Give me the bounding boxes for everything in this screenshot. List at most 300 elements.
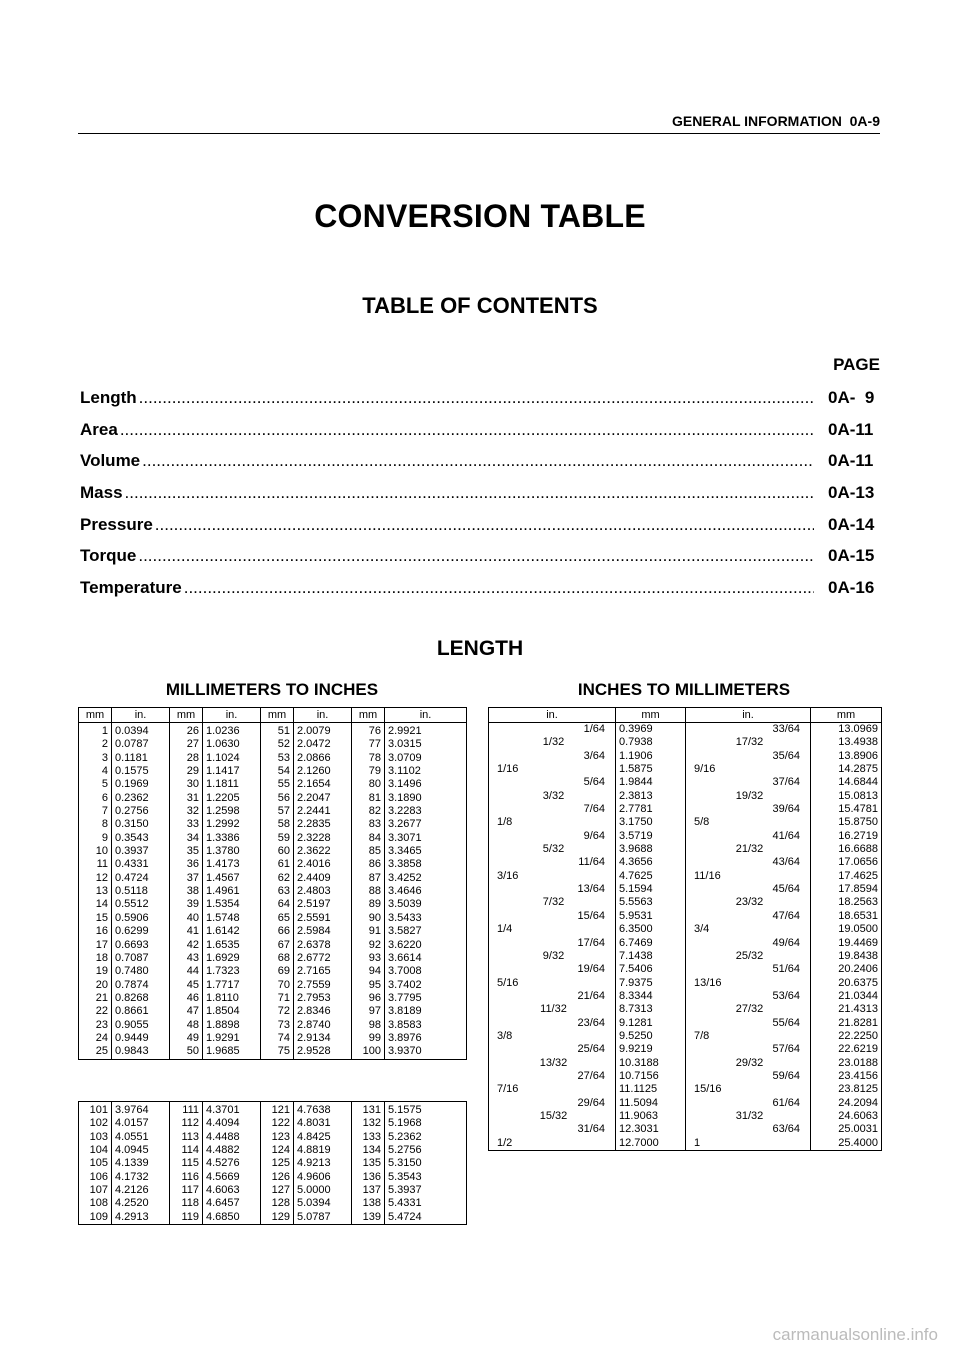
toc-entry-name[interactable]: Mass [80, 483, 123, 503]
toc-entry-area[interactable] [80, 420, 880, 452]
mm-cell: 24.6063 [811, 1110, 882, 1123]
inch-cell: 5.2756 [385, 1144, 467, 1157]
mm-cell: 88 [352, 885, 385, 898]
mm-cell: 49 [170, 1032, 203, 1045]
mm-cell: 64 [261, 898, 294, 911]
column-header: mm [170, 708, 203, 723]
inch-cell: 1.8110 [203, 992, 261, 1005]
mm-cell: 12.3031 [616, 1123, 686, 1136]
mm-cell: 7.1438 [616, 950, 686, 963]
mm-cell: 77 [352, 738, 385, 751]
mm-cell: 3.5719 [616, 830, 686, 843]
table-row [79, 1171, 467, 1184]
column-header: in. [385, 708, 467, 723]
inch-cell: 0.2756 [112, 805, 170, 818]
mm-cell: 50 [170, 1045, 203, 1059]
toc-entry-name[interactable]: Area [80, 419, 118, 439]
inch-cell: 5.0394 [294, 1197, 352, 1210]
inch-cell: 0.3543 [112, 832, 170, 845]
mm-cell: 109 [79, 1211, 112, 1225]
inch-cell: 3.8583 [385, 1019, 467, 1032]
mm-cell: 75 [261, 1045, 294, 1059]
mm-cell: 8.7313 [616, 1003, 686, 1016]
inch-fraction-cell: 11/16 [686, 870, 811, 883]
table-row [489, 1137, 882, 1151]
inch-fraction-cell: 63/64 [686, 1123, 811, 1136]
inch-fraction-cell: 59/64 [686, 1070, 811, 1083]
mm-cell: 90 [352, 912, 385, 925]
inch-cell: 5.2362 [385, 1131, 467, 1144]
mm-cell: 3.9688 [616, 843, 686, 856]
toc-entry-pressure[interactable] [80, 515, 880, 547]
inch-cell: 3.1102 [385, 765, 467, 778]
mm-cell: 40 [170, 912, 203, 925]
mm-cell: 3 [79, 752, 112, 765]
mm-cell: 11.9063 [616, 1110, 686, 1123]
table-row [79, 723, 467, 739]
toc-entry-name[interactable]: Pressure [80, 514, 153, 534]
table-row [489, 937, 882, 950]
inch-cell: 3.2677 [385, 818, 467, 831]
mm-cell: 9.9219 [616, 1043, 686, 1056]
inch-cell: 0.9843 [112, 1045, 170, 1059]
inch-fraction-cell: 3/4 [686, 923, 811, 936]
mm-cell: 92 [352, 939, 385, 952]
mm-cell: 29 [170, 765, 203, 778]
inch-cell: 2.2047 [294, 792, 352, 805]
table-row [79, 765, 467, 778]
toc-entry-mass[interactable] [80, 483, 880, 515]
mm-cell: 0.3969 [616, 723, 686, 737]
inch-fraction-cell: 29/32 [686, 1057, 811, 1070]
inch-cell: 3.7795 [385, 992, 467, 1005]
table-row [79, 1005, 467, 1018]
toc-leader [125, 483, 814, 503]
mm-cell: 106 [79, 1171, 112, 1184]
mm-cell: 34 [170, 832, 203, 845]
toc-entry-page: 0A-16 [828, 578, 875, 598]
inch-cell: 1.0236 [203, 723, 261, 739]
inch-cell: 4.7638 [294, 1102, 352, 1118]
table-row [489, 1110, 882, 1123]
inch-fraction-cell: 35/64 [686, 750, 811, 763]
inch-cell: 2.3622 [294, 845, 352, 858]
mm-cell: 17.4625 [811, 870, 882, 883]
toc-entry-page: 0A-15 [828, 546, 875, 566]
table-row [489, 1070, 882, 1083]
mm-cell: 68 [261, 952, 294, 965]
inch-cell: 2.2835 [294, 818, 352, 831]
inch-cell: 4.1339 [112, 1157, 170, 1170]
table-row [489, 1043, 882, 1056]
mm-cell: 125 [261, 1157, 294, 1170]
inch-cell: 1.9291 [203, 1032, 261, 1045]
mm-cell: 33 [170, 818, 203, 831]
inch-cell: 2.5197 [294, 898, 352, 911]
toc-entry-page: 0A-14 [828, 514, 875, 534]
inch-cell: 0.7874 [112, 979, 170, 992]
mm-cell: 85 [352, 845, 385, 858]
inch-fraction-cell: 5/32 [489, 843, 616, 856]
mm-cell: 21 [79, 992, 112, 1005]
inch-fraction-cell: 9/64 [489, 830, 616, 843]
mm-cell: 123 [261, 1131, 294, 1144]
inch-cell: 4.0945 [112, 1144, 170, 1157]
mm-cell: 14 [79, 898, 112, 911]
inch-cell: 3.0315 [385, 738, 467, 751]
table-row [79, 1144, 467, 1157]
table-row [79, 1117, 467, 1130]
inch-cell: 0.8661 [112, 1005, 170, 1018]
mm-cell: 55 [261, 778, 294, 791]
inch-cell: 4.4882 [203, 1144, 261, 1157]
inch-cell: 3.6220 [385, 939, 467, 952]
inch-cell: 3.1496 [385, 778, 467, 791]
inch-cell: 2.1654 [294, 778, 352, 791]
mm-cell: 58 [261, 818, 294, 831]
inch-cell: 3.7402 [385, 979, 467, 992]
table-row [489, 750, 882, 763]
table-row [79, 1045, 467, 1059]
inch-fraction-cell: 1 [686, 1137, 811, 1151]
mm-cell: 82 [352, 805, 385, 818]
inch-cell: 1.2992 [203, 818, 261, 831]
mm-cell: 22 [79, 1005, 112, 1018]
mm-cell: 1.1906 [616, 750, 686, 763]
table-row [489, 1003, 882, 1016]
mm-cell: 23.0188 [811, 1057, 882, 1070]
inch-cell: 4.3701 [203, 1102, 261, 1118]
table-row [489, 790, 882, 803]
mm-cell: 127 [261, 1184, 294, 1197]
mm-cell: 1.5875 [616, 763, 686, 776]
toc-leader [184, 578, 814, 598]
mm-cell: 15.0813 [811, 790, 882, 803]
inch-cell: 3.1890 [385, 792, 467, 805]
inch-cell: 0.5118 [112, 885, 170, 898]
mm-cell: 61 [261, 858, 294, 871]
toc-title: TABLE OF CONTENTS [362, 293, 598, 318]
inch-cell: 1.0630 [203, 738, 261, 751]
inch-cell: 3.5039 [385, 898, 467, 911]
mm-cell: 102 [79, 1117, 112, 1130]
mm-cell: 72 [261, 1005, 294, 1018]
inch-cell: 4.4488 [203, 1131, 261, 1144]
inch-fraction-cell: 33/64 [686, 723, 811, 737]
inch-fraction-cell: 41/64 [686, 830, 811, 843]
inch-fraction-cell: 29/64 [489, 1097, 616, 1110]
inch-cell: 2.9134 [294, 1032, 352, 1045]
mm-cell: 81 [352, 792, 385, 805]
mm-cell: 10.3188 [616, 1057, 686, 1070]
inch-cell: 5.3937 [385, 1184, 467, 1197]
inch-cell: 3.3465 [385, 845, 467, 858]
mm-cell: 22.2250 [811, 1030, 882, 1043]
mm-cell: 24.2094 [811, 1097, 882, 1110]
mm-cell: 5.1594 [616, 883, 686, 896]
mm-cell: 8.3344 [616, 990, 686, 1003]
inch-cell: 2.6378 [294, 939, 352, 952]
in-to-mm-title: INCHES TO MILLIMETERS [577, 680, 791, 699]
table-row [79, 992, 467, 1005]
table-row [489, 896, 882, 909]
table-row [489, 990, 882, 1003]
inch-cell: 1.8504 [203, 1005, 261, 1018]
inch-cell: 4.5276 [203, 1157, 261, 1170]
table-row [489, 1017, 882, 1030]
toc-entry-name[interactable]: Length [80, 388, 137, 407]
mm-cell: 2.7781 [616, 803, 686, 816]
inch-cell: 1.4173 [203, 858, 261, 871]
inch-fraction-cell: 31/64 [489, 1123, 616, 1136]
mm-cell: 23.8125 [811, 1083, 882, 1096]
inch-cell: 4.0551 [112, 1131, 170, 1144]
table-row [489, 763, 882, 776]
inch-cell: 2.1260 [294, 765, 352, 778]
mm-cell: 121 [261, 1102, 294, 1118]
mm-cell: 100 [352, 1045, 385, 1059]
mm-cell: 116 [170, 1171, 203, 1184]
inch-fraction-cell: 7/8 [686, 1030, 811, 1043]
mm-cell: 7.9375 [616, 977, 686, 990]
mm-cell: 6 [79, 792, 112, 805]
inch-fraction-cell: 7/16 [489, 1083, 616, 1096]
mm-cell: 13.0969 [811, 723, 882, 737]
inch-cell: 1.6535 [203, 939, 261, 952]
mm-cell: 89 [352, 898, 385, 911]
mm-cell: 0.7938 [616, 736, 686, 749]
inch-fraction-cell: 5/64 [489, 776, 616, 789]
mm-cell: 115 [170, 1157, 203, 1170]
inch-cell: 2.4409 [294, 872, 352, 885]
inch-cell: 5.3543 [385, 1171, 467, 1184]
mm-cell: 101 [79, 1102, 112, 1118]
column-header: in. [294, 708, 352, 723]
inch-fraction-cell: 45/64 [686, 883, 811, 896]
table-row [489, 910, 882, 923]
mm-cell: 52 [261, 738, 294, 751]
inch-fraction-cell: 19/32 [686, 790, 811, 803]
inch-fraction-cell: 3/8 [489, 1030, 616, 1043]
table-row [489, 950, 882, 963]
table-of-contents [80, 388, 880, 610]
mm-cell: 139 [352, 1211, 385, 1225]
mm-cell: 132 [352, 1117, 385, 1130]
inch-fraction-cell: 15/64 [489, 910, 616, 923]
inch-cell: 5.0000 [294, 1184, 352, 1197]
mm-cell: 70 [261, 979, 294, 992]
mm-cell: 9 [79, 832, 112, 845]
inch-fraction-cell: 25/64 [489, 1043, 616, 1056]
mm-cell: 17.8594 [811, 883, 882, 896]
mm-cell: 17 [79, 939, 112, 952]
mm-cell: 136 [352, 1171, 385, 1184]
toc-page-label: PAGE [833, 355, 880, 374]
toc-entry-torque[interactable] [80, 546, 880, 578]
inch-cell: 5.4724 [385, 1211, 467, 1225]
table-row [79, 1131, 467, 1144]
toc-entry-volume[interactable] [80, 451, 880, 483]
mm-cell: 4 [79, 765, 112, 778]
mm-cell: 37 [170, 872, 203, 885]
mm-cell: 78 [352, 752, 385, 765]
inch-cell: 2.8346 [294, 1005, 352, 1018]
inch-fraction-cell: 23/64 [489, 1017, 616, 1030]
mm-cell: 137 [352, 1184, 385, 1197]
mm-cell: 18.2563 [811, 896, 882, 909]
column-header: in. [686, 708, 811, 723]
mm-cell: 10.7156 [616, 1070, 686, 1083]
mm-cell: 19.0500 [811, 923, 882, 936]
table-row [489, 1123, 882, 1136]
column-header: mm [352, 708, 385, 723]
mm-cell: 46 [170, 992, 203, 1005]
toc-entry-length[interactable] [80, 388, 880, 420]
mm-cell: 118 [170, 1197, 203, 1210]
mm-cell: 138 [352, 1197, 385, 1210]
inch-cell: 4.6063 [203, 1184, 261, 1197]
inch-fraction-cell: 17/64 [489, 937, 616, 950]
inch-cell: 4.2913 [112, 1211, 170, 1225]
mm-cell: 98 [352, 1019, 385, 1032]
mm-cell: 38 [170, 885, 203, 898]
table-row [79, 939, 467, 952]
inch-fraction-cell: 13/16 [686, 977, 811, 990]
mm-cell: 6.7469 [616, 937, 686, 950]
mm-cell: 7.5406 [616, 963, 686, 976]
mm-cell: 15.4781 [811, 803, 882, 816]
inch-cell: 2.0472 [294, 738, 352, 751]
inch-cell: 1.1811 [203, 778, 261, 791]
table-row [489, 1097, 882, 1110]
table-row [79, 872, 467, 885]
inch-fraction-cell: 15/16 [686, 1083, 811, 1096]
mm-cell: 11.1125 [616, 1083, 686, 1096]
inch-fraction-cell: 7/64 [489, 803, 616, 816]
inch-fraction-cell: 11/32 [489, 1003, 616, 1016]
mm-cell: 96 [352, 992, 385, 1005]
mm-cell: 19.4469 [811, 937, 882, 950]
table-row [79, 858, 467, 871]
inch-fraction-cell: 51/64 [686, 963, 811, 976]
mm-cell: 9.1281 [616, 1017, 686, 1030]
inch-cell: 1.2598 [203, 805, 261, 818]
mm-cell: 16.6688 [811, 843, 882, 856]
inch-cell: 4.8031 [294, 1117, 352, 1130]
inch-cell: 1.5748 [203, 912, 261, 925]
inch-cell: 4.0157 [112, 1117, 170, 1130]
toc-entry-temperature[interactable] [80, 578, 880, 610]
table-row [489, 1057, 882, 1070]
mm-cell: 122 [261, 1117, 294, 1130]
mm-cell: 71 [261, 992, 294, 1005]
page-header [78, 113, 880, 129]
table-row [489, 776, 882, 789]
table-row [489, 870, 882, 883]
toc-entry-name[interactable]: Torque [80, 546, 137, 566]
table-header-row [489, 708, 882, 723]
inch-fraction-cell: 1/64 [489, 723, 616, 737]
table-row [79, 845, 467, 858]
inch-cell: 2.7953 [294, 992, 352, 1005]
mm-cell: 14.2875 [811, 763, 882, 776]
mm-cell: 35 [170, 845, 203, 858]
table-row [489, 736, 882, 749]
inch-cell: 2.5591 [294, 912, 352, 925]
inch-cell: 3.6614 [385, 952, 467, 965]
inch-cell: 2.7559 [294, 979, 352, 992]
table-row [79, 832, 467, 845]
mm-cell: 25 [79, 1045, 112, 1059]
inch-cell: 5.1968 [385, 1117, 467, 1130]
table-row [79, 805, 467, 818]
inch-cell: 3.2283 [385, 805, 467, 818]
inch-cell: 0.1181 [112, 752, 170, 765]
mm-cell: 36 [170, 858, 203, 871]
toc-entry-name[interactable]: Volume [80, 451, 141, 471]
mm-cell: 5.5563 [616, 896, 686, 909]
mm-cell: 21.4313 [811, 1003, 882, 1016]
inch-cell: 3.3071 [385, 832, 467, 845]
inch-fraction-cell: 5/16 [489, 977, 616, 990]
inch-fraction-cell: 61/64 [686, 1097, 811, 1110]
toc-entry-page: 0A-13 [828, 483, 875, 503]
inch-cell: 0.8268 [112, 992, 170, 1005]
table-row [79, 898, 467, 911]
inch-cell: 1.4961 [203, 885, 261, 898]
column-header: mm [616, 708, 686, 723]
inch-fraction-cell: 3/32 [489, 790, 616, 803]
mm-cell: 13.4938 [811, 736, 882, 749]
inch-cell: 1.4567 [203, 872, 261, 885]
mm-cell: 31 [170, 792, 203, 805]
inch-fraction-cell: 1/4 [489, 923, 616, 936]
table-row [79, 1102, 467, 1118]
inch-fraction-cell: 57/64 [686, 1043, 811, 1056]
mm-cell: 62 [261, 872, 294, 885]
inch-cell: 0.9055 [112, 1019, 170, 1032]
inch-fraction-cell: 3/16 [489, 870, 616, 883]
mm-cell: 6.3500 [616, 923, 686, 936]
inch-cell: 2.8740 [294, 1019, 352, 1032]
mm-cell: 114 [170, 1144, 203, 1157]
mm-cell: 119 [170, 1211, 203, 1225]
inch-fraction-cell: 9/16 [686, 763, 811, 776]
inch-fraction-cell: 7/32 [489, 896, 616, 909]
inch-cell: 4.2126 [112, 1184, 170, 1197]
mm-cell: 126 [261, 1171, 294, 1184]
toc-leader [155, 515, 814, 535]
inch-cell: 0.1969 [112, 778, 170, 791]
inch-cell: 0.7480 [112, 965, 170, 978]
toc-entry-name[interactable]: Temperature [80, 578, 182, 598]
inch-cell: 4.8819 [294, 1144, 352, 1157]
mm-cell: 42 [170, 939, 203, 952]
inch-cell: 2.6772 [294, 952, 352, 965]
inch-cell: 0.1575 [112, 765, 170, 778]
inch-cell: 1.6142 [203, 925, 261, 938]
mm-cell: 80 [352, 778, 385, 791]
inch-cell: 4.9606 [294, 1171, 352, 1184]
inch-cell: 0.2362 [112, 792, 170, 805]
mm-cell: 97 [352, 1005, 385, 1018]
mm-cell: 17.0656 [811, 856, 882, 869]
mm-cell: 124 [261, 1144, 294, 1157]
mm-cell: 79 [352, 765, 385, 778]
mm-cell: 112 [170, 1117, 203, 1130]
mm-cell: 25.0031 [811, 1123, 882, 1136]
inch-fraction-cell: 53/64 [686, 990, 811, 1003]
